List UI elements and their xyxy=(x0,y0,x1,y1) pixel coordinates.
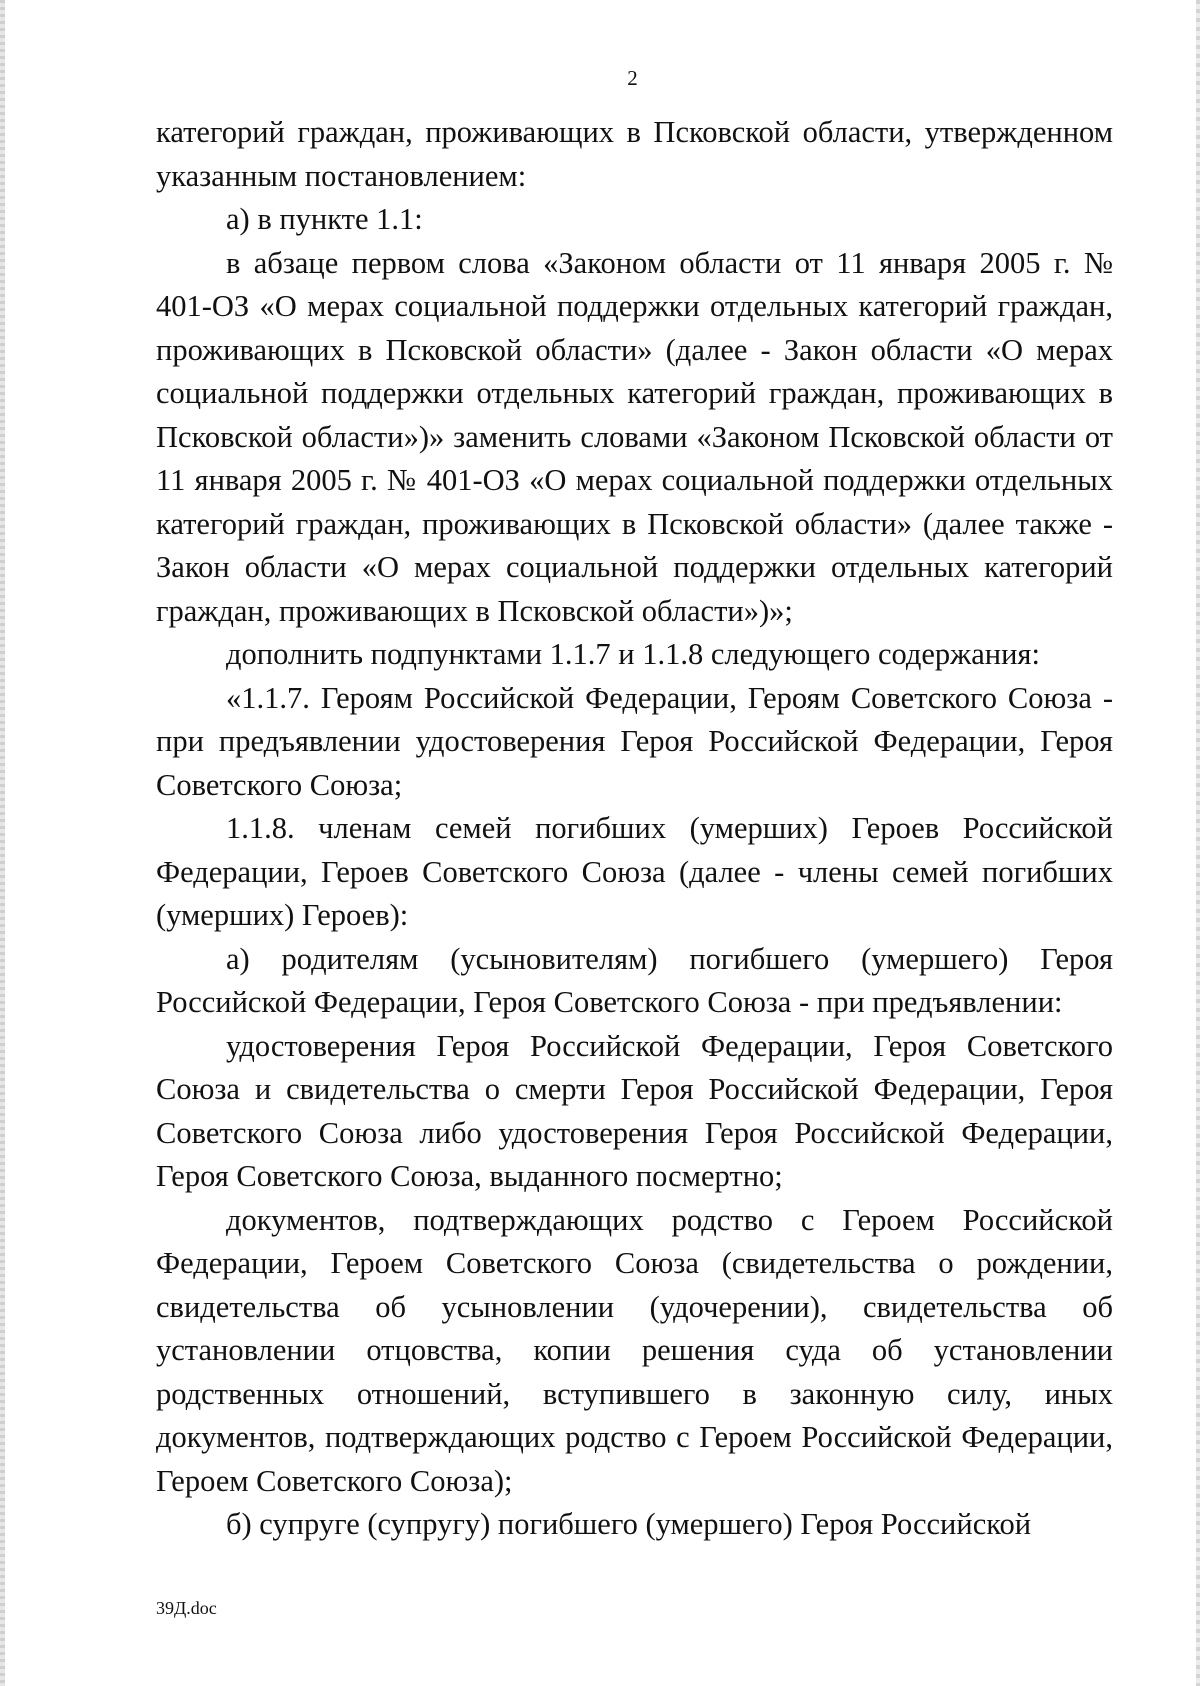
paragraph-first-abzac-replacement: в абзаце первом слова «Законом области от 11 января 2005 г. № 401-ОЗ «О мерах социальной поддержки отдельных категорий граждан, проживающих в Псковской области» (далее - Закон области «О мерах социальной поддержки отдельных категорий граждан, проживающих в Псковской области»)» заменить словами «Законом Псковской области от 11 января 2005 г. № 401-ОЗ «О мерах социальной поддержки отдельных категорий граждан, проживающих в Псковской области» (далее также - Закон области «О мерах социальной поддержки отдельных категорий граждан, проживающих в Псковской области»)»; xyxy=(156,245,1113,628)
paragraph-item-a: а) в пункте 1.1: xyxy=(226,202,423,236)
footer-filename: 39Д.doc xyxy=(156,1598,217,1618)
scan-edge-right xyxy=(1196,0,1200,1686)
paragraph-subitem-a-parents: а) родителям (усыновителям) погибшего (умершего) Героя Российской Федерации, Героя Советского Союза - при предъявлении: xyxy=(156,941,1113,1019)
scan-edge-left xyxy=(0,0,5,1686)
paragraph-kinship-documents: документов, подтверждающих родство с Героем Российской Федерации, Героем Советского Союза (свидетельства о рождении, свидетельства об усыновлении (удочерении), свидетельства об установлении отцовства, копии решения суда об установлении родственных отношений, вступившего в законную силу, иных документов, подтверждающих родство с Героем Российской Федерации, Героем Советского Союза); xyxy=(156,1202,1113,1498)
document-body xyxy=(156,111,1113,1547)
paragraph-1-1-8: 1.1.8. членам семей погибших (умерших) Героев Российской Федерации, Героев Советского Союза (далее - члены семей погибших (умерших) Героев): xyxy=(156,811,1113,932)
paragraph-1-1-7: «1.1.7. Героям Российской Федерации, Героям Советского Союза - при предъявлении удостоверения Героя Российской Федерации, Героя Советского Союза; xyxy=(156,680,1113,802)
paragraph-subitem-b-spouse: б) супруге (супругу) погибшего (умершего) Героя Российской xyxy=(226,1507,1032,1541)
paragraph-certificate-hero: удостоверения Героя Российской Федерации, Героя Советского Союза и свидетельства о смерти Героя Российской Федерации, Героя Советского Союза либо удостоверения Героя Российской Федерации, Героя Советского Союза, выданного посмертно; xyxy=(156,1028,1113,1193)
paragraph-continuation: категорий граждан, проживающих в Псковской области, утвержденном указанным постановлением: xyxy=(156,115,1113,193)
page-number: 2 xyxy=(627,66,638,90)
paragraph-add-subitems: дополнить подпунктами 1.1.7 и 1.1.8 следующего содержания: xyxy=(226,637,1040,671)
